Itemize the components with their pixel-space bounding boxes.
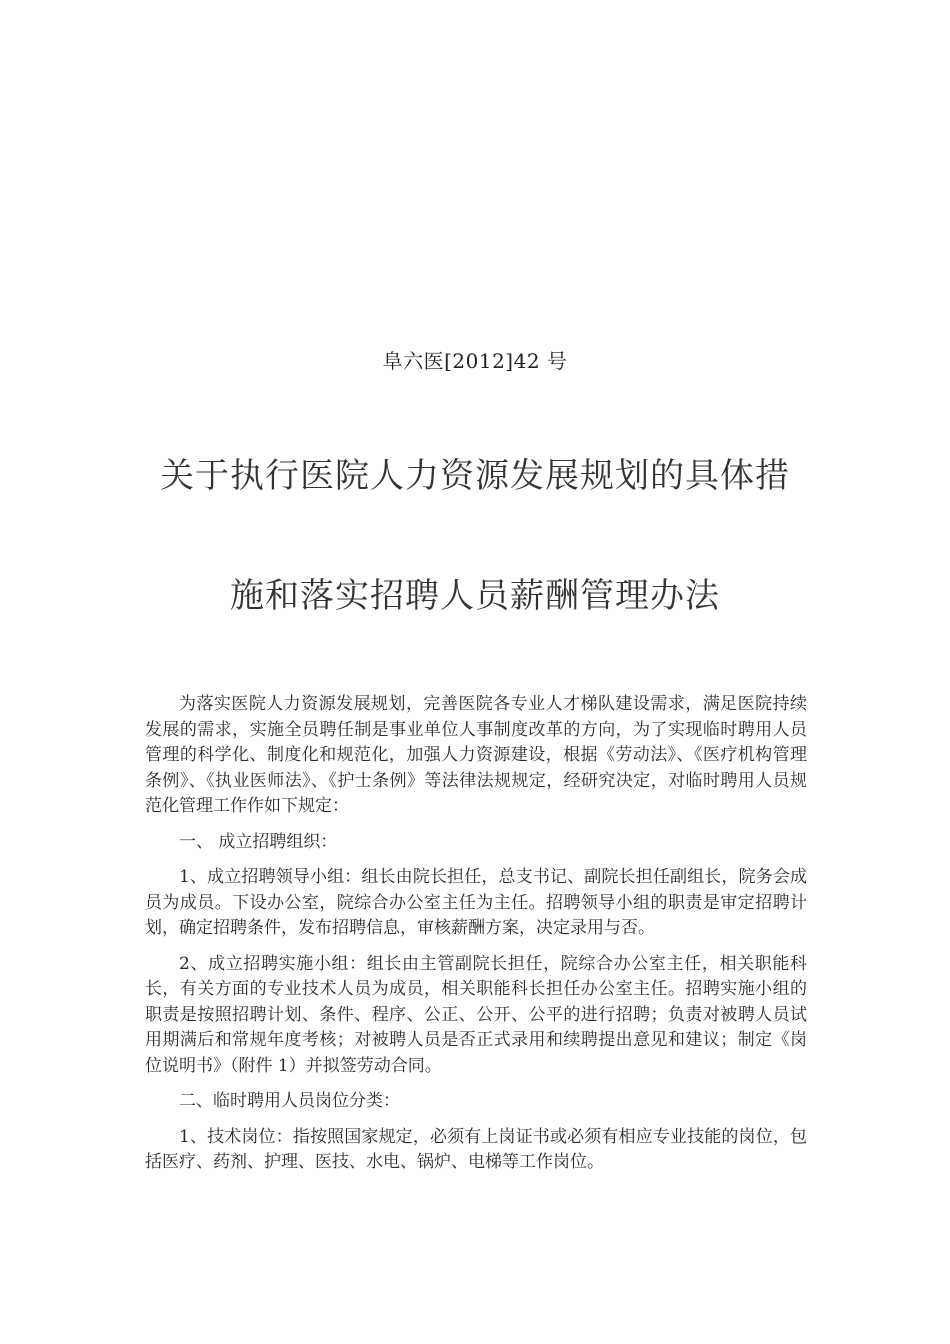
section-heading-1: 一、 成立招聘组织：	[179, 831, 338, 852]
section-heading-2: 二、临时聘用人员岗位分类：	[179, 1091, 400, 1111]
document-title-line-1: 关于执行医院人力资源发展规划的具体措	[160, 456, 790, 496]
document-body	[145, 692, 807, 1186]
document-number: 阜六医[2012]42 号	[382, 349, 568, 373]
paragraph-1-1: 1、成立招聘领导小组：组长由院长担任，总支书记、副院长担任副组长，院务会成员为成员。下设办公室，院综合办公室主任为主任。招聘领导小组的职责是审定招聘计划，确定招聘条件，发布招聘信息，审核薪酬方案，决定录用与否。	[145, 867, 807, 938]
paragraph-intro: 为落实医院人力资源发展规划，完善医院各专业人才梯队建设需求，满足医院持续发展的需求，实施全员聘任制是事业单位人事制度改革的方向，为了实现临时聘用人员管理的科学化、制度化和规范化，加强人力资源建设，根据《劳动法》、《医疗机构管理条例》、《执业医师法》、《护士条例》等法律法规规定，经研究决定，对临时聘用人员规范化管理工作作如下规定：	[145, 694, 807, 816]
paragraph-2-1: 1、技术岗位：指按照国家规定，必须有上岗证书或必须有相应专业技能的岗位，包括医疗、药剂、护理、医技、水电、锅炉、电梯等工作岗位。	[145, 1126, 807, 1172]
paragraph-1-2: 2、成立招聘实施小组：组长由主管副院长担任，院综合办公室主任，相关职能科长，有关方面的专业技术人员为成员，相关职能科长担任办公室主任。招聘实施小组的职责是按照招聘计划、条件、程序、公正、公开、公平的进行招聘；负责对被聘人员试用期满后和常规年度考核；对被聘人员是否正式录用和续聘提出意见和建议；制定《岗位说明书》（附件 1）并拟签劳动合同。	[145, 953, 807, 1076]
document-title-line-2: 施和落实招聘人员薪酬管理办法	[230, 576, 720, 616]
